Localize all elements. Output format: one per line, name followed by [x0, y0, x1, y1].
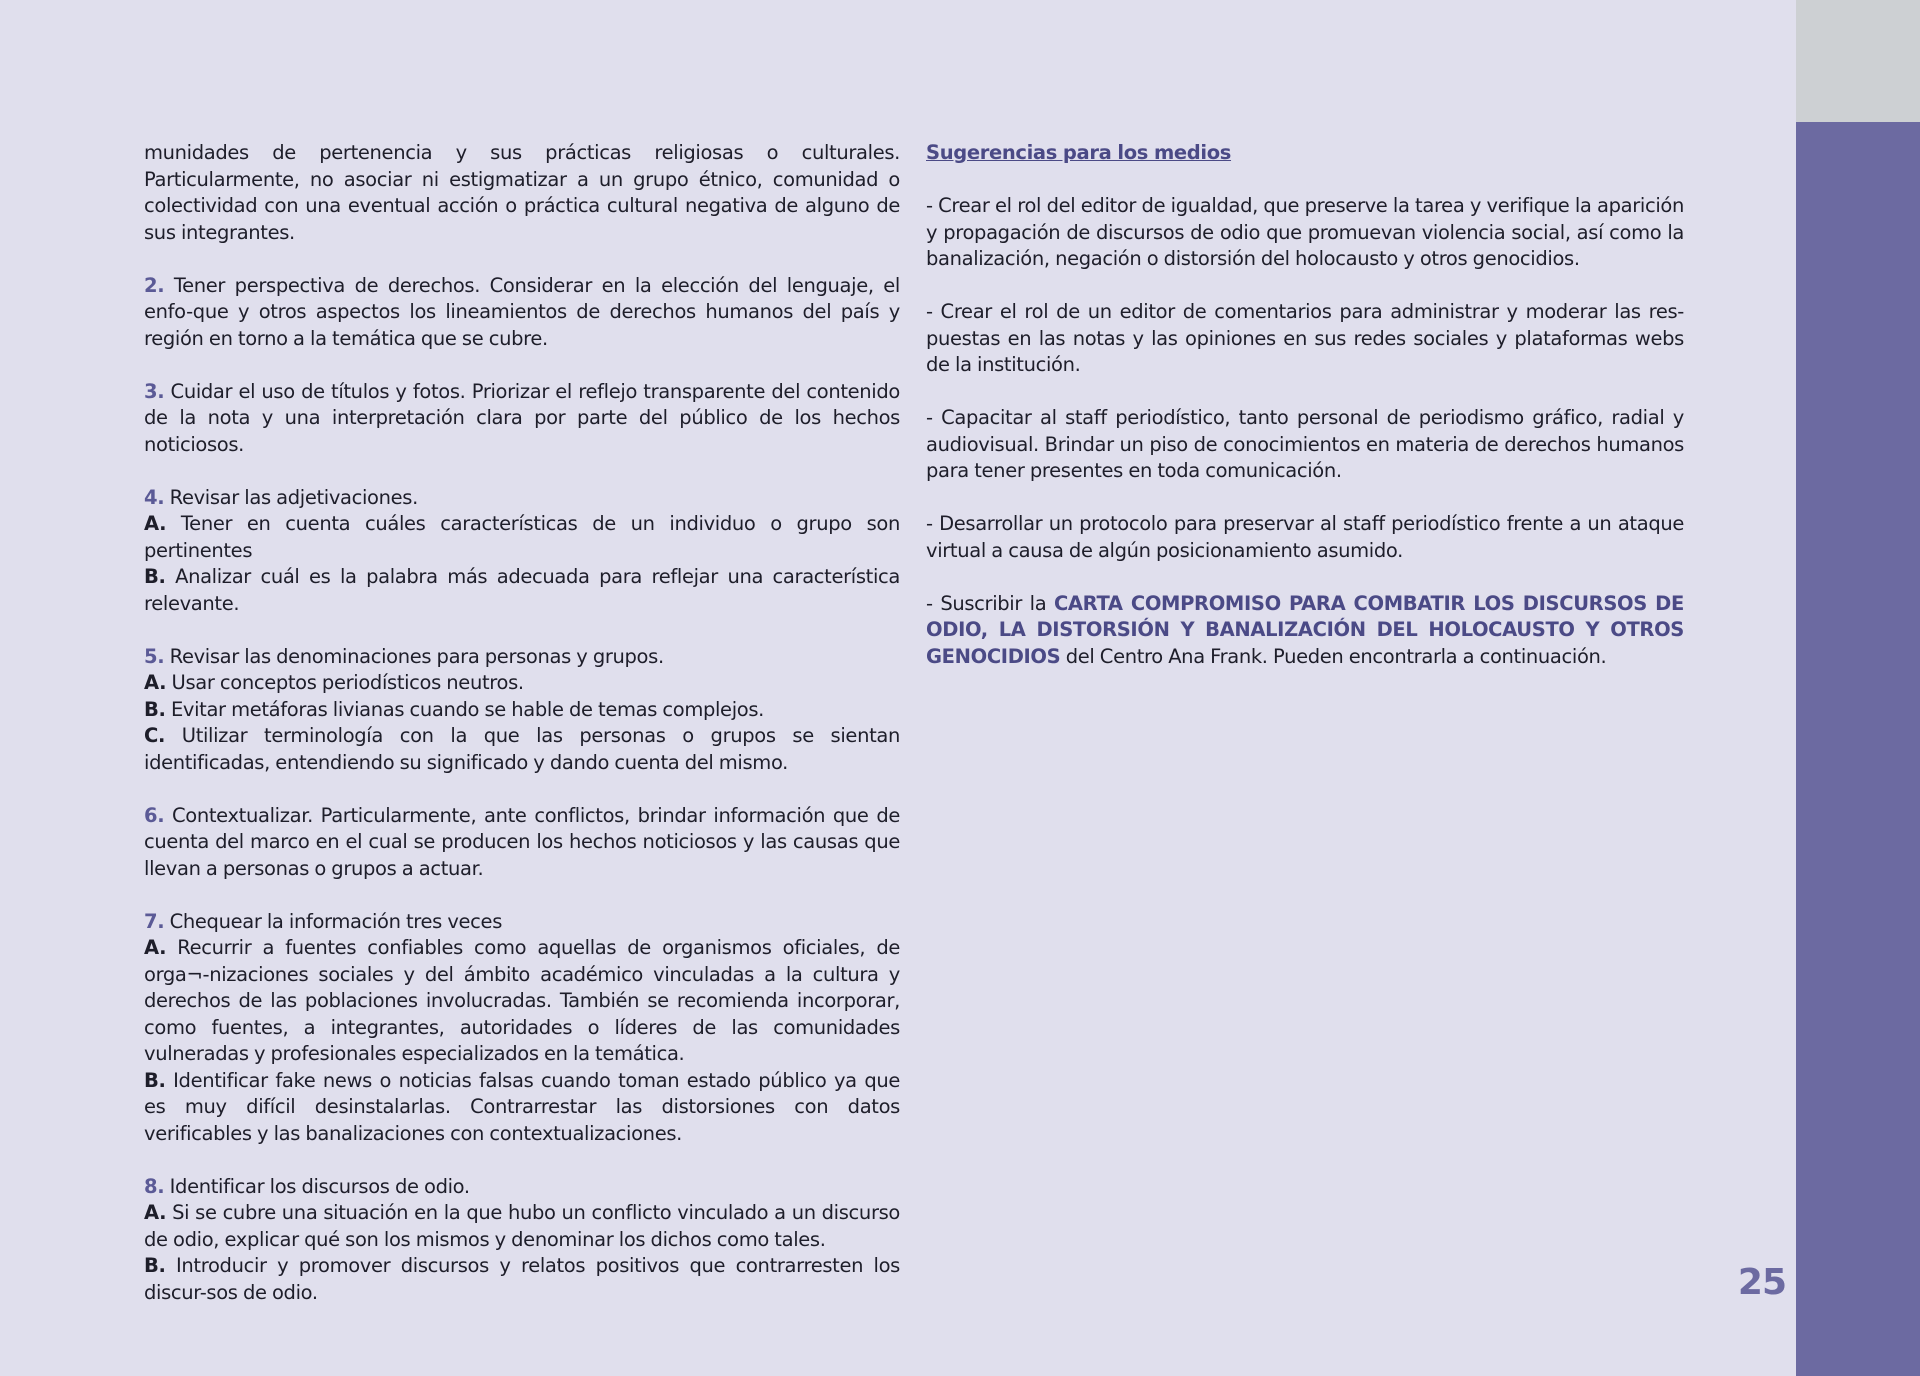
- suggestion-3: - Capacitar al staff periodístico, tanto personal de periodismo gráfico, radial y audiovisual. Brindar un piso de conocimientos en materia de derechos humanos para tener presentes en toda comunicación.: [926, 406, 1684, 482]
- item-6-text: Contextualizar. Particularmente, ante conflictos, brindar información que de cuenta del marco en el cual se producen los hechos noticiosos y las causas que llevan a personas o grupos a actuar.: [144, 803, 900, 880]
- item-3-number: 3.: [144, 379, 165, 403]
- item-4-sub-b: [144, 564, 900, 617]
- item-8-title-line: [144, 1174, 900, 1201]
- item-7-number: 7.: [144, 909, 165, 933]
- item-7-sub-b: [144, 1068, 900, 1148]
- item-5-sub-a-text: Usar conceptos periodísticos neutros.: [171, 671, 524, 694]
- item-8-number: 8.: [144, 1174, 165, 1198]
- item-2-number: 2.: [144, 273, 165, 297]
- item-5-sub-c-letter: C.: [144, 724, 166, 747]
- item-5-sub-b-letter: B.: [144, 697, 166, 721]
- item-4-number: 4.: [144, 485, 165, 509]
- item-5-sub-a-letter: A.: [144, 671, 167, 694]
- suggestion-2: - Crear el rol de un editor de comentarios para administrar y moderar las res-puestas en las notas y las opiniones en sus redes sociales y plataformas webs de la institución.: [926, 300, 1684, 376]
- suggestion-4: - Desarrollar un protocolo para preservar al staff periodístico frente a un ataque virtual a causa de algún posicionamiento asumido.: [926, 512, 1684, 562]
- item-8-sub-a-text: Si se cubre una situación en la que hubo un conflicto vinculado a un discurso de odio, explicar qué son los mismos y denominar los dichos como tales.: [144, 1201, 900, 1251]
- item-6-number: 6.: [144, 803, 165, 827]
- item-7-sub-a-text: Recurrir a fuentes confiables como aquellas de organismos oficiales, de orga¬-nizaciones sociales y del ámbito académico vinculadas a la cultura y derechos de las poblaciones involucradas. También se recomienda incorporar, como fuentes, a integrantes, autoridades o líderes de las comunidades vulneradas y profesionales especializados en la temática.: [144, 936, 900, 1065]
- item-4-sub-b-text: Analizar cuál es la palabra más adecuada para reflejar una característica relevante.: [144, 565, 900, 615]
- item-4-title: Revisar las adjetivaciones.: [169, 485, 418, 509]
- item-7-sub-b-letter: B.: [144, 1068, 166, 1092]
- item-3: [144, 379, 900, 459]
- item-3-text: Cuidar el uso de títulos y fotos. Priorizar el reflejo transparente del contenido de la nota y una interpretación clara por parte del público de los hechos noticiosos.: [144, 379, 900, 456]
- item-5-title-line: [144, 644, 900, 671]
- suggestion-1: - Crear el rol del editor de igualdad, que preserve la tarea y verifique la aparición y propagación de discursos de odio que promuevan violencia social, así como la banalización, negación o distorsión del holocausto y otros genocidios.: [926, 194, 1684, 270]
- suggestions-heading-line: [926, 140, 1684, 167]
- right-column: [926, 140, 1684, 697]
- item-5-title: Revisar las denominaciones para personas y grupos.: [169, 644, 664, 668]
- item-5-sub-a: [144, 670, 900, 697]
- item-8-title: Identificar los discursos de odio.: [169, 1174, 470, 1198]
- item-7-title: Chequear la información tres veces: [169, 909, 502, 933]
- item-2: [144, 273, 900, 353]
- item-4-title-line: [144, 485, 900, 512]
- item-8-sub-a-letter: A.: [144, 1201, 167, 1224]
- item-8-sub-a: [144, 1200, 900, 1253]
- item-7-title-line: [144, 909, 900, 936]
- item-5-number: 5.: [144, 644, 165, 668]
- item-5-sub-c-text: Utilizar terminología con la que las personas o grupos se sientan identificadas, entendiendo su significado y dando cuenta del mismo.: [144, 724, 900, 774]
- suggestion-5-prefix: - Suscribir la: [926, 591, 1047, 615]
- intro-paragraph: munidades de pertenencia y sus prácticas religiosas o culturales. Particularmente, no asociar ni estigmatizar a un grupo étnico, comunidad o colectividad con una eventual acción o práctica cultural negativa de alguno de sus integrantes.: [144, 141, 900, 244]
- item-4-sub-b-letter: B.: [144, 565, 166, 588]
- suggestions-heading: Sugerencias para los medios: [926, 141, 1232, 164]
- item-5-sub-c: [144, 723, 900, 776]
- suggestion-5-suffix: del Centro Ana Frank. Pueden encontrarla a continuación.: [1065, 644, 1607, 668]
- left-column: [144, 140, 900, 1333]
- item-4-sub-a-letter: A.: [144, 512, 167, 535]
- item-5-sub-b: [144, 697, 900, 724]
- item-2-text: Tener perspectiva de derechos. Considerar en la elección del lenguaje, el enfo-que y otros aspectos los lineamientos de derechos humanos del país y región en torno a la temática que se cubre.: [144, 273, 900, 350]
- item-8-sub-b: [144, 1253, 900, 1306]
- charter-link[interactable]: CARTA COMPROMISO PARA COMBATIR LOS DISCURSOS DE ODIO, LA DISTORSIÓN Y BANALIZACIÓN DEL HOLOCAUSTO Y OTROS GENOCIDIOS: [926, 591, 1684, 668]
- item-6: [144, 803, 900, 883]
- item-7-sub-a-letter: A.: [144, 936, 167, 959]
- item-5-sub-b-text: Evitar metáforas livianas cuando se hable de temas complejos.: [170, 697, 765, 721]
- item-7-sub-b-text: Identificar fake news o noticias falsas cuando toman estado público ya que es muy difícil desinstalarlas. Contrarrestar las distorsiones con datos verificables y las banalizaciones con contextualizaciones.: [144, 1068, 901, 1145]
- side-bar-top-decoration: [1796, 0, 1920, 122]
- item-8: [144, 1174, 900, 1307]
- item-4-sub-a-text: Tener en cuenta cuáles características de un individuo o grupo son pertinentes: [144, 512, 900, 562]
- item-4-sub-a: [144, 511, 900, 564]
- side-bar-decoration: [1796, 0, 1920, 1376]
- item-8-sub-b-letter: B.: [144, 1254, 166, 1277]
- suggestion-5: [926, 591, 1684, 671]
- item-8-sub-b-text: Introducir y promover discursos y relatos positivos que contrarresten los discur-sos de odio.: [144, 1254, 900, 1304]
- page-number: 25: [1737, 1262, 1786, 1303]
- item-7-sub-a: [144, 935, 900, 1068]
- item-4: [144, 485, 900, 618]
- item-5: [144, 644, 900, 777]
- item-7: [144, 909, 900, 1148]
